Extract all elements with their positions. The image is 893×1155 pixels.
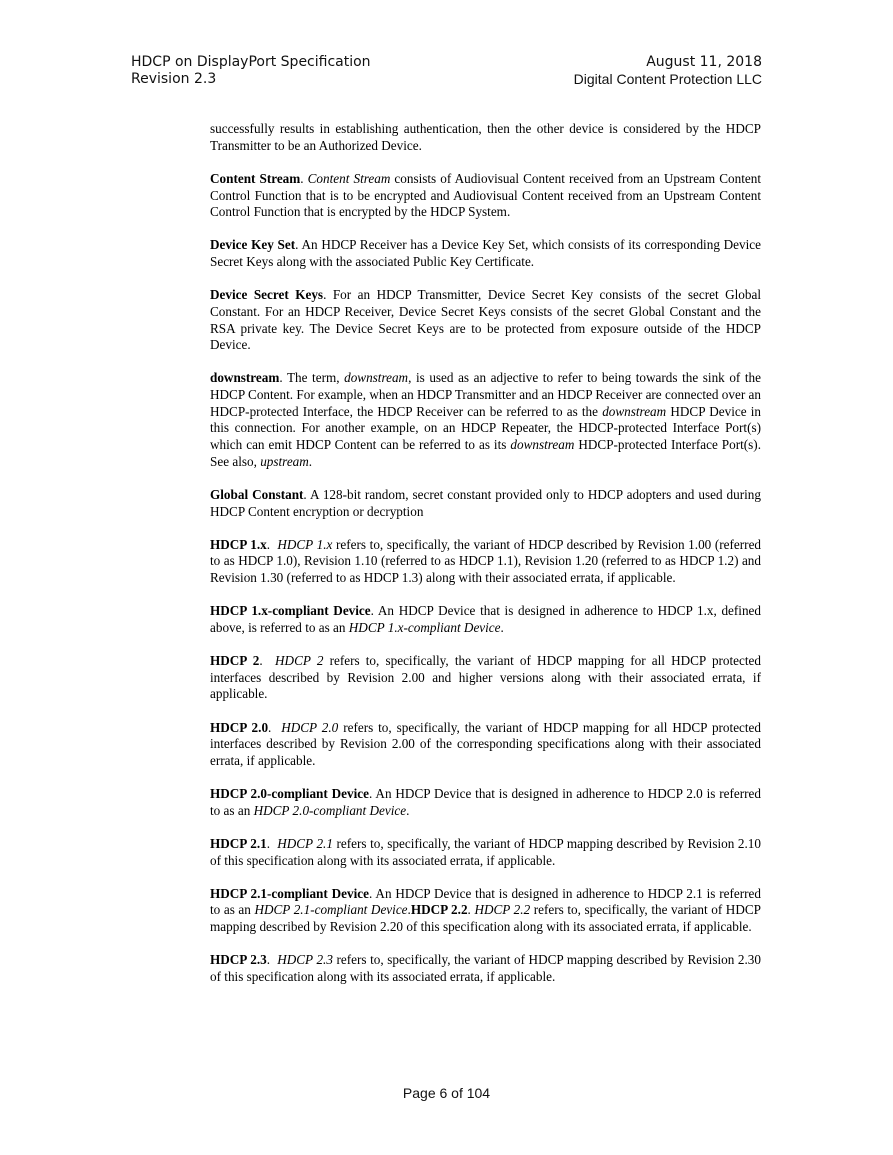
definition-device-key-set: Device Key Set. An HDCP Receiver has a Device Key Set, which consists of its corresponding Device Secret Keys along with the associated Public Key Certificate.	[210, 237, 761, 269]
page-header-left	[131, 54, 371, 88]
definition-hdcp-2-1-compliant-device: HDCP 2.1-compliant Device. An HDCP Device that is designed in adherence to HDCP 2.1 is referred to as an HDCP 2.1-compliant Device.HDCP 2.2. HDCP 2.2 refers to, specifically, the variant of HDCP mapping described by Revision 2.20 of this specification along with its associated errata, if applicable.	[210, 885, 762, 934]
definition-hdcp-2: HDCP 2. HDCP 2 refers to, specifically, the variant of HDCP mapping for all HDCP protected interfaces described by Revision 2.00 and higher versions along with their associated errata, if applicable.	[210, 653, 761, 702]
term-heading: HDCP 1.x-compliant Device	[210, 603, 371, 619]
definition-hdcp-2-0: HDCP 2.0. HDCP 2.0 refers to, specifically, the variant of HDCP mapping for all HDCP protected interfaces described by Revision 2.00 of the corresponding specifications along with their associated errata, if applicable.	[210, 719, 762, 768]
definition-downstream: downstream. The term, downstream, is used as an adjective to refer to being towards the sink of the HDCP Content. For example, when an HDCP Transmitter and an HDCP Receiver are connected over an HDCP-protected Interface, the HDCP Receiver can be referred to as the downstream HDCP Device in this connection. For another example, on an HDCP Repeater, the HDCP-protected Interface Port(s) which can emit HDCP Content can be referred to as its downstream HDCP-protected Interface Port(s). See also, upstream.	[210, 370, 761, 469]
term-heading: Device Secret Keys	[210, 287, 324, 303]
company-name: Digital Content Protection LLC	[573, 71, 762, 87]
page-header-right	[574, 54, 762, 88]
term-heading: HDCP 2.0	[210, 719, 269, 735]
term-heading: HDCP 2	[210, 653, 260, 668]
term-heading: HDCP 2.1-compliant Device	[210, 885, 369, 901]
document-revision: Revision 2.3	[131, 71, 217, 87]
term-heading: HDCP 2.3	[210, 952, 267, 968]
definitions-body	[210, 121, 761, 1002]
definition-hdcp-1x-compliant-device: HDCP 1.x-compliant Device. An HDCP Device that is designed in adherence to HDCP 1.x, defined above, is referred to as an HDCP 1.x-compliant Device.	[210, 603, 761, 635]
definition-hdcp-1x: HDCP 1.x. HDCP 1.x refers to, specifically, the variant of HDCP described by Revision 1.00 (referred to as HDCP 1.0), Revision 1.10 (referred to as HDCP 1.1), Revision 1.20 (referred to as HDCP 1.2) and Revision 1.30 (referred to as HDCP 1.3) along with their associated errata, if applicable.	[210, 536, 762, 586]
term-heading: Global Constant	[210, 486, 304, 502]
term-heading: HDCP 1.x	[210, 536, 267, 552]
document-date: August 11, 2018	[646, 54, 762, 70]
page-number: Page 6 of 104	[402, 1085, 491, 1101]
term-heading: HDCP 2.0-compliant Device	[210, 786, 369, 801]
definition-device-secret-keys: Device Secret Keys. For an HDCP Transmitter, Device Secret Key consists of the secret Global Constant. For an HDCP Receiver, Device Secret Keys consists of the secret Global Constant and the RSA private key. The Device Secret Keys are to be protected from exposure outside of the HDCP Device.	[210, 287, 762, 353]
term-heading: Device Key Set	[210, 237, 296, 253]
term-heading: HDCP 2.1	[210, 835, 267, 851]
definition-global-constant: Global Constant. A 128-bit random, secret constant provided only to HDCP adopters and used during HDCP Content encryption or decryption	[210, 486, 761, 519]
term-heading: downstream	[210, 370, 280, 386]
term-heading: Content Stream	[210, 170, 301, 186]
definition-hdcp-2-3: HDCP 2.3. HDCP 2.3 refers to, specifically, the variant of HDCP mapping described by Revision 2.30 of this specification along with its associated errata, if applicable.	[210, 952, 761, 984]
definition-hdcp-2-1: HDCP 2.1. HDCP 2.1 refers to, specifically, the variant of HDCP mapping described by Revision 2.10 of this specification along with its associated errata, if applicable.	[210, 835, 761, 868]
paragraph-authorized-device-continued: successfully results in establishing authentication, then the other device is considered by the HDCP Transmitter to be an Authorized Device.	[210, 121, 761, 153]
definition-hdcp-2-0-compliant-device: HDCP 2.0-compliant Device. An HDCP Device that is designed in adherence to HDCP 2.0 is referred to as an HDCP 2.0-compliant Device.	[210, 786, 762, 818]
definition-content-stream: Content Stream. Content Stream consists of Audiovisual Content received from an Upstream Content Control Function that is to be encrypted and Audiovisual Content received from an Upstream Content Control Function that is encrypted by the HDCP System.	[210, 170, 761, 220]
document-title: HDCP on DisplayPort Specification	[131, 54, 371, 70]
term-heading: HDCP 2.2	[410, 902, 468, 918]
